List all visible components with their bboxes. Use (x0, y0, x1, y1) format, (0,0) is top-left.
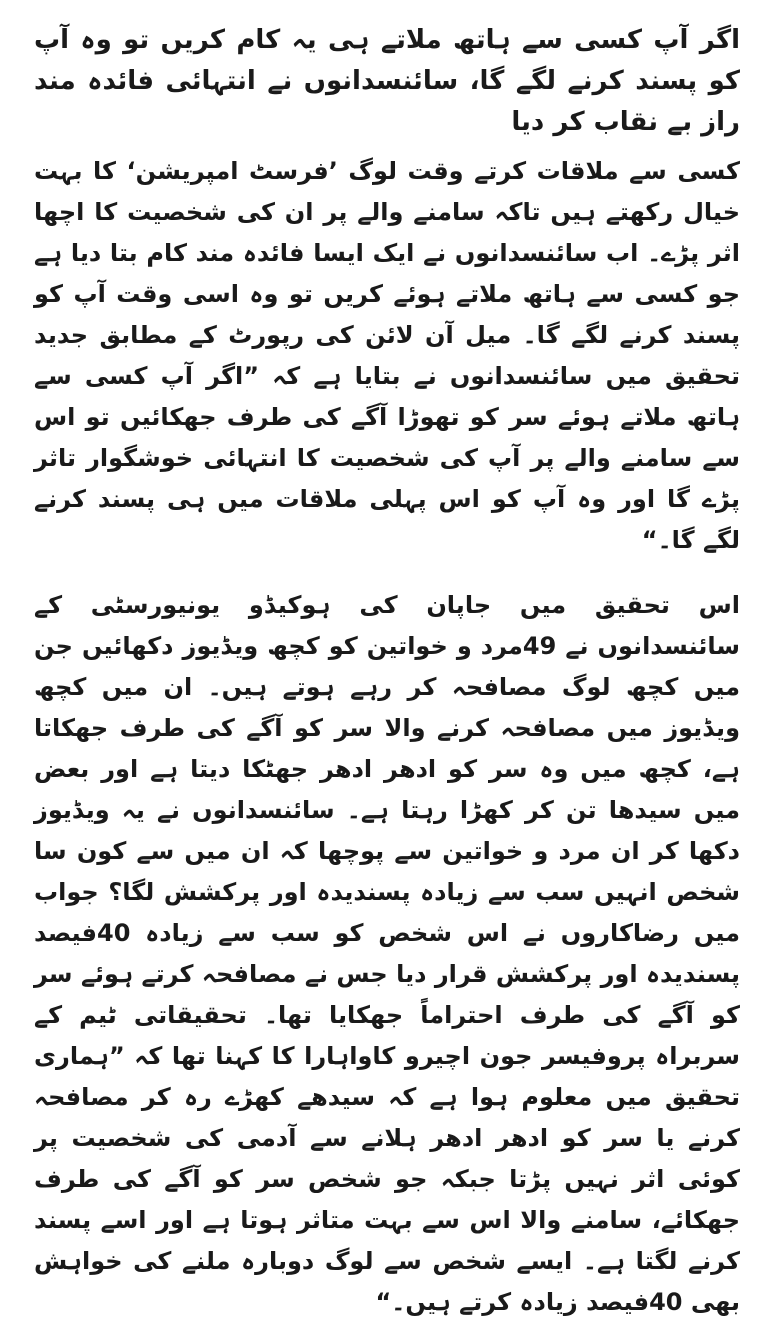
article-paragraph-intro: کسی سے ملاقات کرتے وقت لوگ ’فرسٹ امپریشن‘ کا بہت خیال رکھتے ہیں تاکہ سامنے والے پر ان کی شخصیت کا اچھا اثر پڑے۔ اب سائنسدانوں نے ایک ایسا فائدہ مند کام بتا دیا ہے جو کسی سے ہاتھ ملاتے ہوئے کریں تو وہ اسی وقت آپ کو پسند کرنے لگے گا۔ میل آن لائن کی رپورٹ کے مطابق جدید تحقیق میں سائنسدانوں نے بتایا ہے کہ ”اگر آپ کسی سے ہاتھ ملاتے ہوئے سر کو تھوڑا آگے کی طرف جھکائیں تو اس سے سامنے والے پر آپ کی شخصیت کا انتہائی خوشگوار تاثر پڑے گا اور وہ آپ کو اس پہلی ملاقات میں ہی پسند کرنے لگے گا۔“ (34, 157, 740, 554)
article-paragraph-study: اس تحقیق میں جاپان کی ہوکیڈو یونیورسٹی کے سائنسدانوں نے 49مرد و خواتین کو کچھ ویڈیوز دکھائیں جن میں کچھ لوگ مصافحہ کر رہے ہوتے ہیں۔ ان میں کچھ ویڈیوز میں مصافحہ کرنے والا سر کو آگے کی طرف جھکاتا ہے، کچھ میں وہ سر کو ادھر ادھر جھٹکا دیتا ہے اور بعض میں سیدھا تن کر کھڑا رہتا ہے۔ سائنسدانوں نے یہ ویڈیوز دکھا کر ان مرد و خواتین سے پوچھا کہ ان میں سے کون سا شخص انہیں سب سے زیادہ پسندیدہ اور پرکشش لگا؟ جواب میں رضاکاروں نے اس شخص کو سب سے زیادہ 40فیصد پسندیدہ اور پرکشش قرار دیا جس نے مصافحہ کرتے ہوئے سر کو آگے کی طرف احتراماً جھکایا تھا۔ تحقیقاتی ٹیم کے سربراہ پروفیسر جون اچیرو کاواہارا کا کہنا تھا کہ ”ہماری تحقیق میں معلوم ہوا ہے کہ سیدھے کھڑے رہ کر مصافحہ کرنے یا سر کو ادھر ادھر ہلانے سے آدمی کی شخصیت پر کوئی اثر نہیں پڑتا جبکہ جو شخص سر کو آگے کی طرف جھکائے، سامنے والا اس سے بہت متاثر ہوتا ہے اور اسے پسند کرنے لگتا ہے۔ ایسے شخص سے لوگ دوبارہ ملنے کی خواہش بھی 40فیصد زیادہ کرتے ہیں۔“ (34, 591, 741, 1316)
article-headline: اگر آپ کسی سے ہاتھ ملاتے ہی یہ کام کریں تو وہ آپ کو پسند کرنے لگے گا، سائنسدانوں نے انتہائی فائدہ مند راز بے نقاب کر دیا (34, 25, 740, 137)
